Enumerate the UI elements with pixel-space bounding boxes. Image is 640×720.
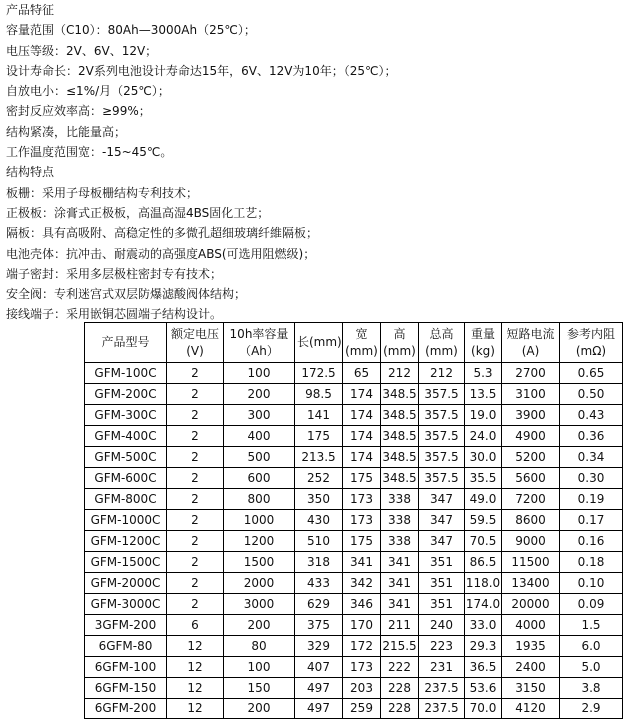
table-cell: 433 <box>295 573 343 594</box>
table-row <box>85 594 623 615</box>
table-cell: 12 <box>167 678 224 699</box>
table-cell: 200 <box>224 615 295 636</box>
table-cell: 49.0 <box>465 489 502 510</box>
table-cell: 174 <box>343 384 381 405</box>
table-cell: 212 <box>419 363 465 384</box>
table-cell: 12 <box>167 699 224 719</box>
table-cell: 65 <box>343 363 381 384</box>
table-cell: 318 <box>295 552 343 573</box>
header-unit: (mm) <box>383 343 416 358</box>
compact-structure-line: 结构紧凑，比能量高； <box>6 124 127 139</box>
table-cell: 98.5 <box>295 384 343 405</box>
table-cell: 237.5 <box>419 699 465 719</box>
battery-case-line: 电池壳体：抗冲击、耐震动的高强度ABS(可选用阻燃级)； <box>6 246 316 261</box>
table-cell: 200 <box>224 384 295 405</box>
header-width <box>343 323 381 363</box>
table-cell: GFM-2000C <box>85 573 167 594</box>
table-row <box>85 447 623 468</box>
table-cell: GFM-300C <box>85 405 167 426</box>
table-cell: 5200 <box>502 447 560 468</box>
table-cell: GFM-600C <box>85 468 167 489</box>
table-cell: 175 <box>343 468 381 489</box>
table-header-row <box>85 323 623 363</box>
table-cell: GFM-400C <box>85 426 167 447</box>
sealing-efficiency-line: 密封反应效率高：≥99%； <box>6 104 151 119</box>
table-cell: 3900 <box>502 405 560 426</box>
self-discharge-line: 自放电小：≤1%/月（25℃）； <box>6 84 170 99</box>
table-cell: 2 <box>167 531 224 552</box>
table-cell: 3100 <box>502 384 560 405</box>
table-cell: 215.5 <box>381 636 419 657</box>
table-cell: 150 <box>224 678 295 699</box>
table-cell: 0.43 <box>560 405 623 426</box>
separator-line: 隔板：具有高吸附、高稳定性的多微孔超细玻璃纤維隔板； <box>6 226 319 241</box>
table-cell: 252 <box>295 468 343 489</box>
table-cell: 300 <box>224 405 295 426</box>
header-capacity <box>224 323 295 363</box>
table-cell: 2 <box>167 468 224 489</box>
header-voltage <box>167 323 224 363</box>
table-cell: 400 <box>224 426 295 447</box>
table-cell: 1000 <box>224 510 295 531</box>
table-cell: 211 <box>381 615 419 636</box>
table-cell: 347 <box>419 510 465 531</box>
temperature-range-line: 工作温度范围宽：-15~45℃。 <box>6 145 173 160</box>
table-cell: 2 <box>167 573 224 594</box>
header-label: 总高 <box>429 326 454 341</box>
header-length <box>295 323 343 363</box>
table-cell: 0.09 <box>560 594 623 615</box>
table-cell: 33.0 <box>465 615 502 636</box>
table-cell: 3.8 <box>560 678 623 699</box>
table-cell: 6GFM-100 <box>85 657 167 678</box>
table-cell: 0.30 <box>560 468 623 489</box>
header-unit: (mm) <box>425 343 458 358</box>
table-cell: GFM-200C <box>85 384 167 405</box>
table-cell: 80 <box>224 636 295 657</box>
table-cell: 338 <box>381 489 419 510</box>
table-cell: 100 <box>224 363 295 384</box>
table-cell: 510 <box>295 531 343 552</box>
table-cell: GFM-1000C <box>85 510 167 531</box>
table-row <box>85 384 623 405</box>
table-cell: 35.5 <box>465 468 502 489</box>
table-cell: 172 <box>343 636 381 657</box>
table-cell: 6GFM-200 <box>85 699 167 719</box>
table-cell: 100 <box>224 657 295 678</box>
table-cell: 223 <box>419 636 465 657</box>
table-cell: 500 <box>224 447 295 468</box>
table-cell: 0.36 <box>560 426 623 447</box>
table-cell: 173 <box>343 489 381 510</box>
table-cell: 341 <box>381 594 419 615</box>
table-cell: 357.5 <box>419 426 465 447</box>
table-cell: 2 <box>167 510 224 531</box>
table-cell: 2 <box>167 405 224 426</box>
table-cell: 4000 <box>502 615 560 636</box>
table-cell: 13400 <box>502 573 560 594</box>
table-cell: 6GFM-150 <box>85 678 167 699</box>
table-cell: 203 <box>343 678 381 699</box>
table-cell: 346 <box>343 594 381 615</box>
table-cell: 200 <box>224 699 295 719</box>
table-cell: 375 <box>295 615 343 636</box>
header-model <box>85 323 167 363</box>
table-cell: 2 <box>167 552 224 573</box>
section-title-features: 产品特征 <box>6 3 55 17</box>
table-cell: 5.3 <box>465 363 502 384</box>
table-cell: 338 <box>381 531 419 552</box>
table-cell: 0.34 <box>560 447 623 468</box>
table-cell: 231 <box>419 657 465 678</box>
table-cell: 11500 <box>502 552 560 573</box>
section-title-structure: 结构特点 <box>6 165 55 180</box>
table-cell: 4120 <box>502 699 560 719</box>
table-cell: 1500 <box>224 552 295 573</box>
header-unit: (kg) <box>471 343 495 358</box>
table-cell: 600 <box>224 468 295 489</box>
table-cell: 0.50 <box>560 384 623 405</box>
table-cell: GFM-3000C <box>85 594 167 615</box>
table-cell: 357.5 <box>419 468 465 489</box>
table-cell: 342 <box>343 573 381 594</box>
table-cell: 175 <box>295 426 343 447</box>
table-row <box>85 405 623 426</box>
table-cell: 59.5 <box>465 510 502 531</box>
table-row <box>85 552 623 573</box>
table-cell: 118.0 <box>465 573 502 594</box>
table-cell: 53.6 <box>465 678 502 699</box>
table-cell: 173 <box>343 657 381 678</box>
table-cell: 175 <box>343 531 381 552</box>
header-resistance <box>560 323 623 363</box>
table-row <box>85 489 623 510</box>
table-cell: 3GFM-200 <box>85 615 167 636</box>
voltage-levels-line: 电压等级：2V、6V、12V； <box>6 43 158 58</box>
table-row <box>85 636 623 657</box>
table-cell: 6GFM-80 <box>85 636 167 657</box>
table-cell: 2000 <box>224 573 295 594</box>
table-cell: 213.5 <box>295 447 343 468</box>
header-total-height <box>419 323 465 363</box>
table-cell: 6 <box>167 615 224 636</box>
capacity-range-line: 容量范围（C10）：80Ah—3000Ah（25℃）； <box>6 23 256 38</box>
header-unit: （Ah） <box>239 343 279 358</box>
table-cell: 12 <box>167 657 224 678</box>
table-cell: 8600 <box>502 510 560 531</box>
table-cell: 12 <box>167 636 224 657</box>
table-row <box>85 573 623 594</box>
table-cell: 30.0 <box>465 447 502 468</box>
table-cell: 172.5 <box>295 363 343 384</box>
table-cell: 1200 <box>224 531 295 552</box>
grid-line: 板栅：采用子母板栅结构专利技术； <box>6 185 199 200</box>
table-cell: 1935 <box>502 636 560 657</box>
table-cell: 174 <box>343 405 381 426</box>
table-cell: 173 <box>343 510 381 531</box>
table-cell: 174 <box>343 447 381 468</box>
table-cell: 341 <box>381 573 419 594</box>
table-cell: 29.3 <box>465 636 502 657</box>
table-row <box>85 678 623 699</box>
header-label: 宽 <box>355 326 368 341</box>
header-label: 产品型号 <box>101 335 150 349</box>
header-label: 参考内阻 <box>566 326 615 341</box>
table-cell: 2 <box>167 426 224 447</box>
header-label: 额定电压 <box>170 326 219 341</box>
table-cell: 170 <box>343 615 381 636</box>
table-cell: 36.5 <box>465 657 502 678</box>
table-cell: 5.0 <box>560 657 623 678</box>
table-cell: 0.19 <box>560 489 623 510</box>
table-cell: 0.18 <box>560 552 623 573</box>
table-cell: 212 <box>381 363 419 384</box>
table-cell: 7200 <box>502 489 560 510</box>
header-label: 高 <box>393 326 406 341</box>
table-cell: 3150 <box>502 678 560 699</box>
table-cell: 629 <box>295 594 343 615</box>
table-cell: 341 <box>343 552 381 573</box>
table-cell: 2.9 <box>560 699 623 719</box>
header-label: 长(mm) <box>297 335 342 349</box>
table-cell: 497 <box>295 699 343 719</box>
table-cell: 347 <box>419 489 465 510</box>
table-cell: 357.5 <box>419 405 465 426</box>
table-cell: 13.5 <box>465 384 502 405</box>
table-cell: GFM-100C <box>85 363 167 384</box>
header-unit: (mm) <box>345 343 378 358</box>
table-cell: 70.5 <box>465 531 502 552</box>
table-cell: 237.5 <box>419 678 465 699</box>
table-cell: 0.65 <box>560 363 623 384</box>
table-cell: 19.0 <box>465 405 502 426</box>
terminal-seal-line: 端子密封：采用多层极柱密封专有技术； <box>6 266 223 281</box>
table-cell: 2 <box>167 384 224 405</box>
table-cell: 24.0 <box>465 426 502 447</box>
table-cell: 228 <box>381 678 419 699</box>
table-cell: 2700 <box>502 363 560 384</box>
table-cell: 329 <box>295 636 343 657</box>
feature-text-block <box>6 0 636 325</box>
header-label: 重量 <box>470 326 495 341</box>
table-cell: 350 <box>295 489 343 510</box>
table-cell: 240 <box>419 615 465 636</box>
table-cell: 351 <box>419 552 465 573</box>
table-cell: 2400 <box>502 657 560 678</box>
table-cell: 348.5 <box>381 426 419 447</box>
table-cell: 341 <box>381 552 419 573</box>
header-unit: (V) <box>186 343 204 358</box>
table-cell: 348.5 <box>381 405 419 426</box>
table-cell: 86.5 <box>465 552 502 573</box>
table-cell: 497 <box>295 678 343 699</box>
table-row <box>85 615 623 636</box>
table-cell: 357.5 <box>419 447 465 468</box>
table-cell: 2 <box>167 489 224 510</box>
table-cell: 351 <box>419 594 465 615</box>
table-row <box>85 363 623 384</box>
table-cell: 0.17 <box>560 510 623 531</box>
table-cell: 0.10 <box>560 573 623 594</box>
table-cell: 1.5 <box>560 615 623 636</box>
header-height <box>381 323 419 363</box>
table-cell: 347 <box>419 531 465 552</box>
table-cell: 351 <box>419 573 465 594</box>
table-row <box>85 699 623 719</box>
table-cell: 5600 <box>502 468 560 489</box>
table-row <box>85 531 623 552</box>
table-row <box>85 468 623 489</box>
table-cell: 348.5 <box>381 468 419 489</box>
table-cell: 0.16 <box>560 531 623 552</box>
spec-table <box>84 322 623 719</box>
table-cell: 141 <box>295 405 343 426</box>
table-cell: 348.5 <box>381 447 419 468</box>
table-cell: 6.0 <box>560 636 623 657</box>
header-label: 10h率容量 <box>229 326 289 341</box>
table-cell: 259 <box>343 699 381 719</box>
header-unit: (mΩ) <box>575 343 607 358</box>
table-cell: 338 <box>381 510 419 531</box>
table-cell: GFM-800C <box>85 489 167 510</box>
header-short-circuit <box>502 323 560 363</box>
table-cell: 228 <box>381 699 419 719</box>
table-cell: 2 <box>167 447 224 468</box>
table-cell: 4900 <box>502 426 560 447</box>
table-cell: 222 <box>381 657 419 678</box>
table-cell: 174.0 <box>465 594 502 615</box>
table-cell: 800 <box>224 489 295 510</box>
table-cell: 430 <box>295 510 343 531</box>
table-cell: GFM-1200C <box>85 531 167 552</box>
table-cell: 2 <box>167 363 224 384</box>
header-unit: (A) <box>521 343 540 358</box>
terminal-line: 接线端子：采用嵌铜芯圆端子结构设计。 <box>6 307 223 322</box>
header-label: 短路电流 <box>506 326 555 341</box>
design-life-line: 设计寿命长：2V系列电池设计寿命达15年，6V、12V为10年；（25℃）； <box>6 63 397 78</box>
table-cell: 2 <box>167 594 224 615</box>
table-cell: 174 <box>343 426 381 447</box>
table-row <box>85 510 623 531</box>
table-cell: 407 <box>295 657 343 678</box>
table-row <box>85 657 623 678</box>
table-cell: 348.5 <box>381 384 419 405</box>
table-cell: 20000 <box>502 594 560 615</box>
positive-plate-line: 正极板：涂膏式正极板，高温高湿4BS固化工艺； <box>6 205 270 220</box>
table-row <box>85 426 623 447</box>
table-cell: GFM-500C <box>85 447 167 468</box>
header-weight <box>465 323 502 363</box>
table-cell: 70.0 <box>465 699 502 719</box>
table-cell: GFM-1500C <box>85 552 167 573</box>
safety-valve-line: 安全阀：专利迷宫式双层防爆滤酸阀体结构； <box>6 287 247 302</box>
table-cell: 357.5 <box>419 384 465 405</box>
table-cell: 3000 <box>224 594 295 615</box>
table-cell: 9000 <box>502 531 560 552</box>
